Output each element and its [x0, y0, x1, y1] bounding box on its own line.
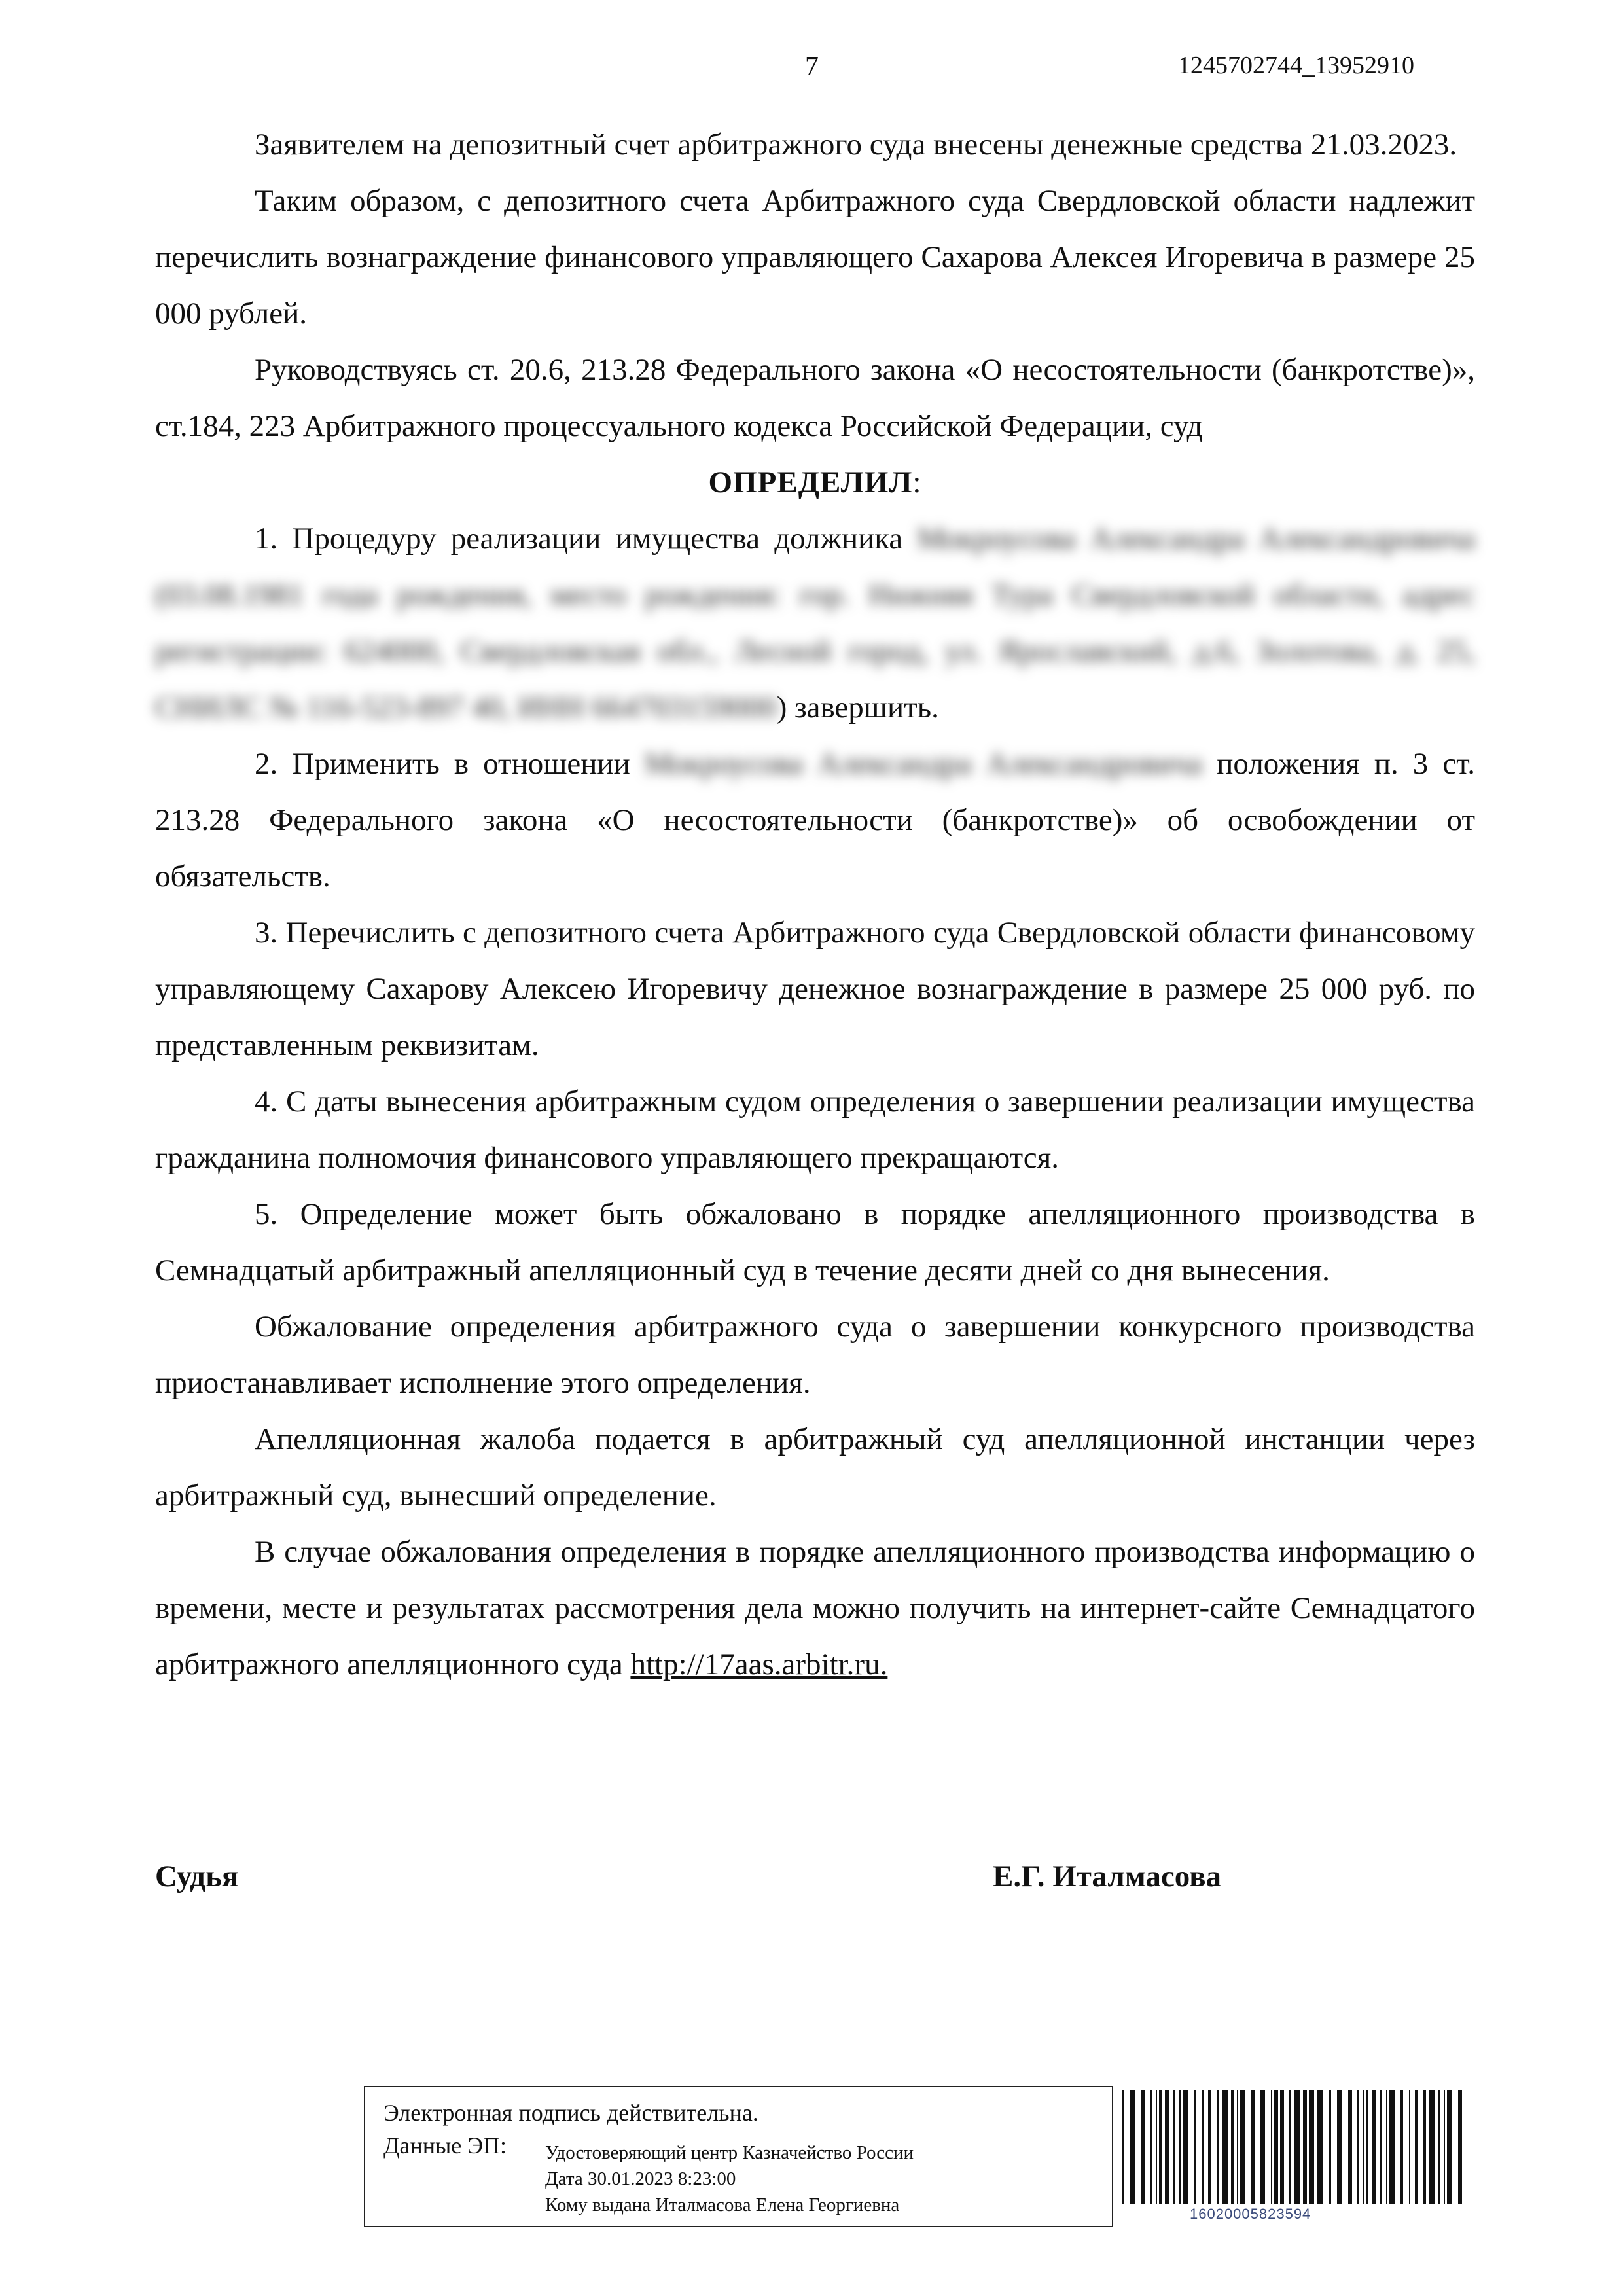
- court-website-link[interactable]: http://17aas.arbitr.ru.: [630, 1647, 888, 1681]
- ruling-item-5: 5. Определение может быть обжаловано в порядке апелляционного производства в Семнадцатый арбитражный апелляционный суд в течение десяти дней со дня вынесения.: [155, 1197, 1475, 1287]
- ruling-heading-text: ОПРЕДЕЛИЛ: [708, 465, 913, 499]
- ruling-item-1-start: 1. Процедуру реализации имущества должника: [255, 522, 903, 556]
- paragraph-appeal-filing: Апелляционная жалоба подается в арбитражный суд апелляционной инстанции через арбитражный суд, вынесший определение.: [155, 1422, 1475, 1513]
- document-id: 1245702744_13952910: [1178, 52, 1414, 79]
- paragraph-transfer: Таким образом, с депозитного счета Арбитражного суда Свердловской области надлежит перечислить вознаграждение финансового управляющего Сахарова Алексея Игоревича в размере 25 000 рублей.: [155, 184, 1475, 331]
- ruling-item-2: [155, 736, 1475, 905]
- electronic-signature-box: [364, 2086, 1113, 2227]
- ruling-item-2-end: положения п. 3 ст. 213.28 Федерального закона «О несостоятельности (банкротстве)» об освобождении от обязательств.: [155, 747, 1475, 893]
- paragraph-deposit: Заявителем на депозитный счет арбитражного суда внесены денежные средства 21.03.2023.: [255, 128, 1457, 162]
- barcode-icon: [1120, 2090, 1464, 2204]
- barcode-number: 16020005823594: [1190, 2206, 1311, 2222]
- document-body: [155, 117, 1475, 1693]
- paragraph-legal-basis: Руководствуясь ст. 20.6, 213.28 Федерального закона «О несостоятельности (банкротстве)», ст.184, 223 Арбитражного процессуального кодекса Российской Федерации, суд: [155, 353, 1475, 443]
- ruling-item-1: [155, 511, 1475, 736]
- esignature-date: Дата 30.01.2023 8:23:00: [545, 2168, 736, 2189]
- judge-name: Е.Г. Италмасова: [993, 1859, 1221, 1893]
- paragraph-appeal-info: [155, 1524, 1475, 1693]
- esignature-valid-text: Электронная подпись действительна.: [383, 2100, 758, 2126]
- ruling-item-4: 4. С даты вынесения арбитражным судом определения о завершении реализации имущества гражданина полномочия финансового управляющего прекращаются.: [155, 1085, 1475, 1175]
- judge-label: Судья: [155, 1859, 239, 1893]
- ruling-item-1-end: ) завершить.: [776, 691, 939, 725]
- paragraph-appeal-suspension: Обжалование определения арбитражного суда о завершении конкурсного производства приостанавливает исполнение этого определения.: [155, 1310, 1475, 1400]
- esignature-details: [545, 2140, 914, 2218]
- esignature-data-label: Данные ЭП:: [383, 2132, 507, 2159]
- redacted-debtor-details: Мокроусова Александра Александровича (03.08.1981 года рождения, место рождения: гор. Нижняя Тура Свердловской области, адрес регистрации: 624000, Свердловская обл., Лесной город, ул. Ярославский, д.6, Золотова, д. 25, СНИЛС № 116-523-897 40, ИНН 664703159000: [155, 522, 1475, 725]
- appeal-info-text: В случае обжалования определения в порядке апелляционного производства информацию о времени, месте и результатах рассмотрения дела можно получить на интернет-сайте Семнадцатого арбитражного апелляционного суда: [155, 1535, 1475, 1681]
- ruling-heading: [155, 454, 1475, 511]
- esignature-issuer: Удостоверяющий центр Казначейство России: [545, 2142, 914, 2163]
- redacted-debtor-name: Мокроусова Александра Александровича: [644, 747, 1203, 781]
- page-number: 7: [805, 52, 819, 82]
- ruling-item-2-start: 2. Применить в отношении: [255, 747, 630, 781]
- ruling-item-3: 3. Перечислить с депозитного счета Арбитражного суда Свердловской области финансовому управляющему Сахарову Алексею Игоревичу денежное вознаграждение в размере 25 000 руб. по представленным реквизитам.: [155, 916, 1475, 1062]
- esignature-issued-to: Кому выдана Италмасова Елена Георгиевна: [545, 2195, 900, 2215]
- ruling-heading-colon: :: [912, 465, 922, 499]
